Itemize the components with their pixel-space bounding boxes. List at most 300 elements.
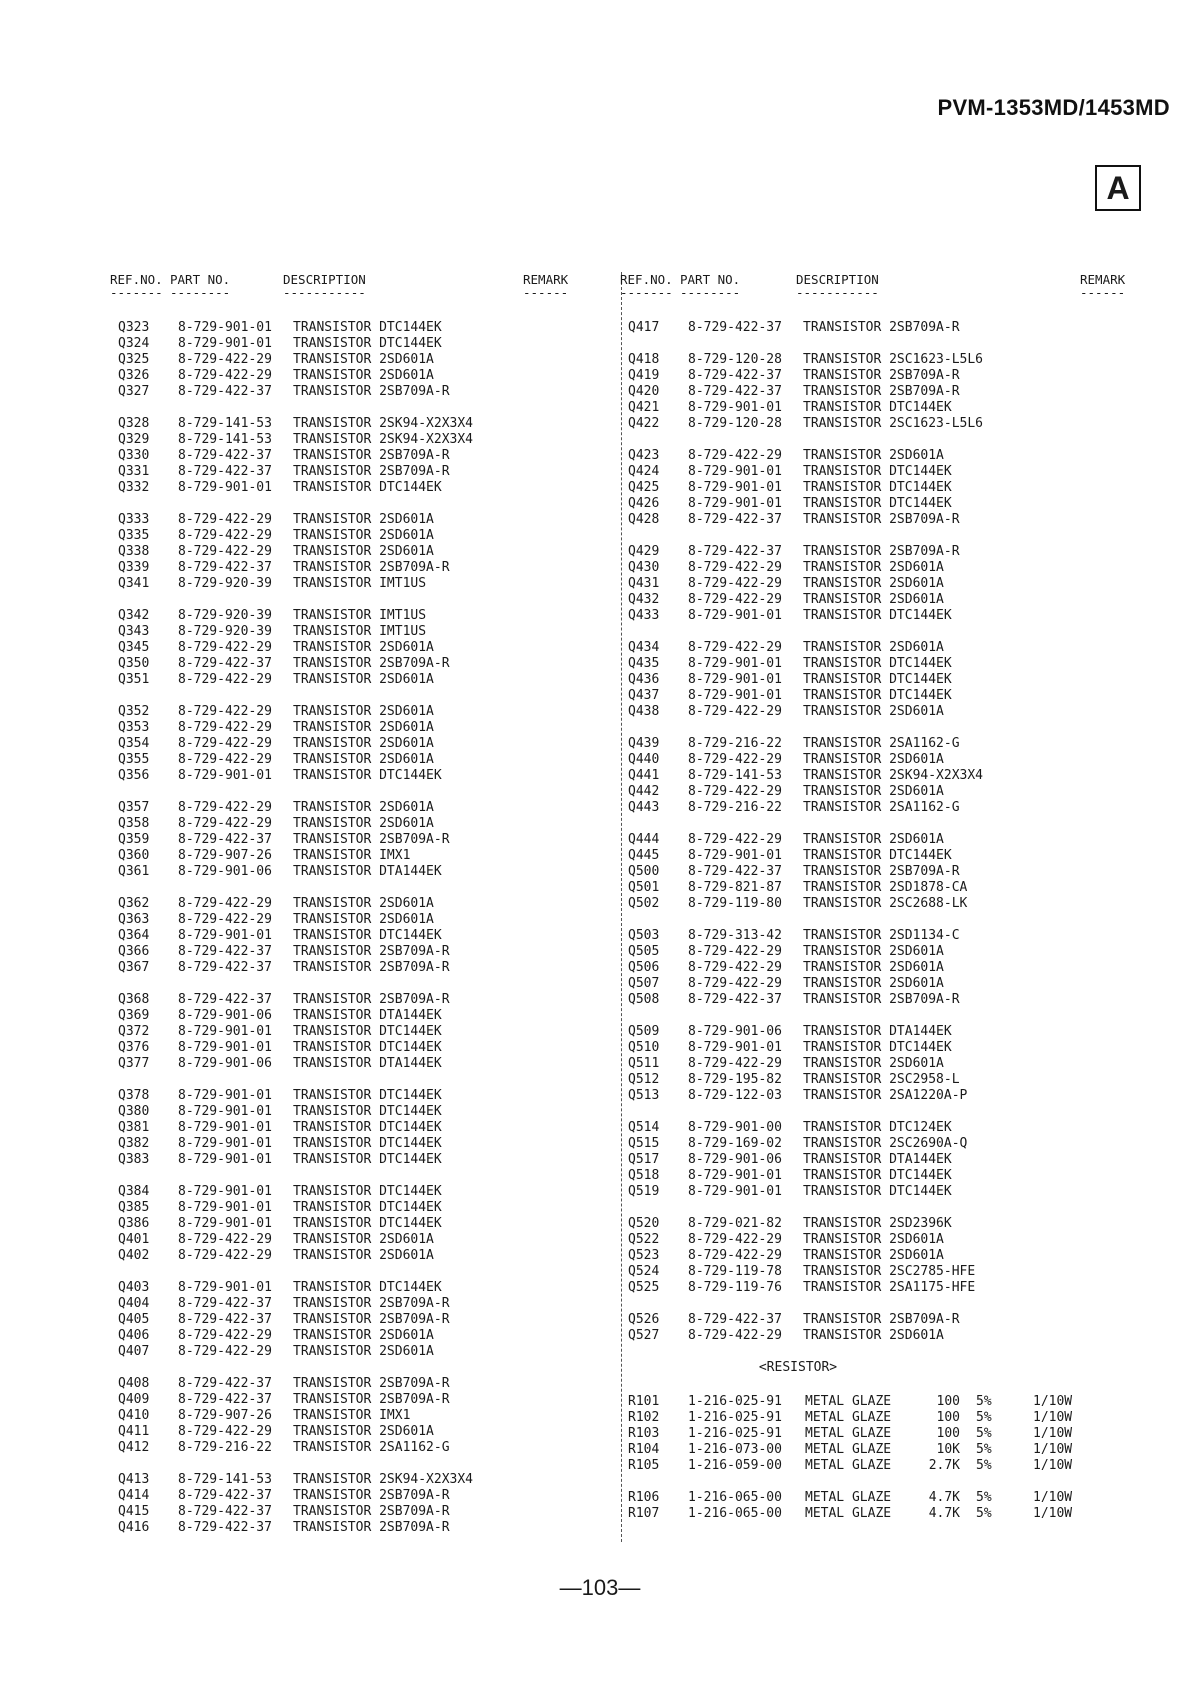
resistance-value: 100 xyxy=(936,1426,960,1441)
resistor-row xyxy=(628,1506,1148,1522)
part-row xyxy=(628,848,1148,864)
part-row xyxy=(628,736,1148,752)
right-parts-column xyxy=(620,272,1148,1538)
part-no: 8-729-216-22 xyxy=(178,1440,272,1455)
ref-no: Q513 xyxy=(628,1088,660,1103)
part-row xyxy=(118,624,618,640)
ref-no: Q403 xyxy=(118,1280,150,1295)
description: TRANSISTOR 2SD1878-CA xyxy=(803,880,968,895)
part-row xyxy=(628,640,1148,656)
ref-no: Q500 xyxy=(628,864,660,879)
ref-no: Q509 xyxy=(628,1024,660,1039)
part-row xyxy=(628,1216,1148,1232)
part-no: 8-729-422-29 xyxy=(688,976,782,991)
description: METAL GLAZE xyxy=(805,1442,892,1457)
part-group xyxy=(118,512,618,592)
ref-no: R103 xyxy=(628,1426,660,1441)
part-group xyxy=(628,832,1148,912)
part-row xyxy=(628,544,1148,560)
ref-no: Q425 xyxy=(628,480,660,495)
part-row xyxy=(118,1376,618,1392)
part-no: 8-729-907-26 xyxy=(178,848,272,863)
ref-no: Q385 xyxy=(118,1200,150,1215)
description-heading: DESCRIPTION xyxy=(283,272,366,287)
ref-no: Q359 xyxy=(118,832,150,847)
part-row xyxy=(118,416,618,432)
ref-no: Q432 xyxy=(628,592,660,607)
tolerance: 5% xyxy=(976,1426,992,1441)
ref-no: Q328 xyxy=(118,416,150,431)
description: TRANSISTOR 2SA1220A-P xyxy=(803,1088,968,1103)
description: TRANSISTOR 2SK94-X2X3X4 xyxy=(803,768,984,783)
part-no: 8-729-901-01 xyxy=(178,336,272,351)
part-row xyxy=(118,832,618,848)
ref-no: Q341 xyxy=(118,576,150,591)
part-no: 8-729-422-29 xyxy=(688,784,782,799)
ref-no: Q443 xyxy=(628,800,660,815)
description: TRANSISTOR 2SD601A xyxy=(803,592,944,607)
part-group xyxy=(118,1184,618,1264)
part-row xyxy=(628,352,1148,368)
part-row xyxy=(628,416,1148,432)
header-underline: ------ xyxy=(1080,285,1126,300)
ref-no: Q514 xyxy=(628,1120,660,1135)
ref-no: Q523 xyxy=(628,1248,660,1263)
part-no: 8-729-120-28 xyxy=(688,352,782,367)
description: TRANSISTOR DTC144EK xyxy=(803,1168,952,1183)
description: TRANSISTOR DTC144EK xyxy=(803,400,952,415)
part-no: 8-729-422-37 xyxy=(178,384,272,399)
part-no: 8-729-901-01 xyxy=(688,688,782,703)
part-row xyxy=(628,512,1148,528)
left-column-header xyxy=(110,272,618,300)
remark-heading: REMARK xyxy=(1080,272,1126,287)
ref-no: Q357 xyxy=(118,800,150,815)
part-group xyxy=(118,704,618,784)
description: TRANSISTOR 2SA1175-HFE xyxy=(803,1280,976,1295)
part-no: 8-729-422-29 xyxy=(688,640,782,655)
description: METAL GLAZE xyxy=(805,1410,892,1425)
description: TRANSISTOR 2SB709A-R xyxy=(803,512,960,527)
ref-no: R107 xyxy=(628,1506,660,1521)
description: TRANSISTOR DTC144EK xyxy=(293,320,442,335)
ref-no: Q363 xyxy=(118,912,150,927)
part-no: 8-729-119-76 xyxy=(688,1280,782,1295)
description: TRANSISTOR 2SD601A xyxy=(293,352,434,367)
description: TRANSISTOR 2SD601A xyxy=(803,1248,944,1263)
ref-no: Q503 xyxy=(628,928,660,943)
part-row xyxy=(118,752,618,768)
resistor-row xyxy=(628,1458,1148,1474)
part-no: 8-729-901-00 xyxy=(688,1120,782,1135)
part-row xyxy=(118,704,618,720)
ref-no: Q505 xyxy=(628,944,660,959)
ref-no: Q414 xyxy=(118,1488,150,1503)
part-group xyxy=(628,352,1148,432)
description: TRANSISTOR 2SD601A xyxy=(293,912,434,927)
part-row xyxy=(118,608,618,624)
ref-no: Q426 xyxy=(628,496,660,511)
part-row xyxy=(628,864,1148,880)
part-no: 8-729-195-82 xyxy=(688,1072,782,1087)
ref-no: Q421 xyxy=(628,400,660,415)
description: TRANSISTOR DTC144EK xyxy=(803,480,952,495)
description: TRANSISTOR DTC144EK xyxy=(803,656,952,671)
resistor-row xyxy=(628,1394,1148,1410)
part-row xyxy=(628,1056,1148,1072)
part-no: 8-729-422-29 xyxy=(178,512,272,527)
part-no: 8-729-422-29 xyxy=(178,368,272,383)
description: TRANSISTOR 2SB709A-R xyxy=(803,320,960,335)
ref-no: Q330 xyxy=(118,448,150,463)
part-row xyxy=(118,944,618,960)
ref-no: Q429 xyxy=(628,544,660,559)
part-no: 8-729-901-01 xyxy=(178,1200,272,1215)
part-row xyxy=(118,432,618,448)
part-no: 8-729-422-37 xyxy=(178,1488,272,1503)
description: TRANSISTOR DTC124EK xyxy=(803,1120,952,1135)
description: TRANSISTOR DTC144EK xyxy=(293,336,442,351)
description: TRANSISTOR DTA144EK xyxy=(803,1152,952,1167)
description: TRANSISTOR 2SD601A xyxy=(803,752,944,767)
ref-no: Q526 xyxy=(628,1312,660,1327)
ref-no: Q511 xyxy=(628,1056,660,1071)
part-no: 8-729-216-22 xyxy=(688,736,782,751)
part-row xyxy=(118,464,618,480)
part-no: 8-729-422-29 xyxy=(688,592,782,607)
part-no: 8-729-901-01 xyxy=(178,1040,272,1055)
description: TRANSISTOR 2SD601A xyxy=(803,832,944,847)
part-row xyxy=(118,672,618,688)
description: TRANSISTOR 2SB709A-R xyxy=(803,384,960,399)
part-group xyxy=(628,544,1148,624)
ref-no: Q417 xyxy=(628,320,660,335)
ref-no: Q402 xyxy=(118,1248,150,1263)
description: TRANSISTOR DTC144EK xyxy=(803,608,952,623)
part-group xyxy=(118,320,618,400)
ref-no: Q331 xyxy=(118,464,150,479)
part-row xyxy=(628,608,1148,624)
description: TRANSISTOR 2SD601A xyxy=(293,368,434,383)
part-no: 8-729-120-28 xyxy=(688,416,782,431)
part-row xyxy=(118,1104,618,1120)
description: TRANSISTOR DTC144EK xyxy=(293,1200,442,1215)
part-no: 8-729-141-53 xyxy=(178,416,272,431)
description: TRANSISTOR 2SD601A xyxy=(803,704,944,719)
part-row xyxy=(628,1040,1148,1056)
ref-no: Q508 xyxy=(628,992,660,1007)
ref-no: Q501 xyxy=(628,880,660,895)
part-row xyxy=(118,1520,618,1536)
ref-no: Q345 xyxy=(118,640,150,655)
description: TRANSISTOR 2SB709A-R xyxy=(293,1296,450,1311)
part-row xyxy=(628,464,1148,480)
ref-no: Q520 xyxy=(628,1216,660,1231)
part-no: 8-729-422-29 xyxy=(178,640,272,655)
part-no: 8-729-422-29 xyxy=(178,672,272,687)
ref-no: Q437 xyxy=(628,688,660,703)
part-no: 8-729-422-29 xyxy=(178,816,272,831)
part-row xyxy=(118,384,618,400)
part-row xyxy=(118,528,618,544)
description: TRANSISTOR DTC144EK xyxy=(293,1040,442,1055)
part-no: 8-729-422-29 xyxy=(178,704,272,719)
part-no: 8-729-021-82 xyxy=(688,1216,782,1231)
part-no: 8-729-901-01 xyxy=(178,1152,272,1167)
part-row xyxy=(628,960,1148,976)
description: TRANSISTOR 2SB709A-R xyxy=(293,1504,450,1519)
ref-no: Q519 xyxy=(628,1184,660,1199)
part-no: 8-729-422-29 xyxy=(178,1232,272,1247)
ref-no: Q411 xyxy=(118,1424,150,1439)
part-no: 8-729-422-29 xyxy=(688,1056,782,1071)
description: TRANSISTOR 2SD601A xyxy=(293,736,434,751)
description: TRANSISTOR DTC144EK xyxy=(803,496,952,511)
ref-no: Q333 xyxy=(118,512,150,527)
ref-no: Q382 xyxy=(118,1136,150,1151)
description: TRANSISTOR IMX1 xyxy=(293,848,411,863)
ref-no: Q326 xyxy=(118,368,150,383)
description: TRANSISTOR DTC144EK xyxy=(803,672,952,687)
description: TRANSISTOR 2SA1162-G xyxy=(803,736,960,751)
ref-no: Q342 xyxy=(118,608,150,623)
part-no: 8-729-422-37 xyxy=(178,992,272,1007)
ref-no: Q406 xyxy=(118,1328,150,1343)
part-no: 8-729-422-37 xyxy=(688,544,782,559)
ref-no: Q377 xyxy=(118,1056,150,1071)
left-parts-list xyxy=(118,320,618,1536)
part-row xyxy=(118,1152,618,1168)
description: TRANSISTOR 2SB709A-R xyxy=(803,864,960,879)
part-group xyxy=(118,1472,618,1536)
description: TRANSISTOR 2SC2785-HFE xyxy=(803,1264,976,1279)
ref-no: Q383 xyxy=(118,1152,150,1167)
part-no: 8-729-119-80 xyxy=(688,896,782,911)
part-row xyxy=(628,688,1148,704)
part-row xyxy=(628,448,1148,464)
part-no: 8-729-422-29 xyxy=(688,1248,782,1263)
model-title: PVM-1353MD/1453MD xyxy=(937,95,1170,120)
part-no: 8-729-901-01 xyxy=(688,1040,782,1055)
ref-no: Q356 xyxy=(118,768,150,783)
part-no: 8-729-920-39 xyxy=(178,608,272,623)
left-parts-column xyxy=(110,272,618,1552)
part-group xyxy=(628,1216,1148,1296)
description: TRANSISTOR 2SB709A-R xyxy=(293,832,450,847)
part-no: 8-729-422-29 xyxy=(178,352,272,367)
description: TRANSISTOR 2SB709A-R xyxy=(803,1312,960,1327)
part-row xyxy=(628,592,1148,608)
ref-no: Q441 xyxy=(628,768,660,783)
part-no: 8-729-422-37 xyxy=(178,464,272,479)
part-no: 8-729-821-87 xyxy=(688,880,782,895)
part-no: 8-729-422-37 xyxy=(178,944,272,959)
part-no: 8-729-901-01 xyxy=(178,1184,272,1199)
description: TRANSISTOR 2SA1162-G xyxy=(293,1440,450,1455)
part-no: 8-729-122-03 xyxy=(688,1088,782,1103)
description: TRANSISTOR 2SC1623-L5L6 xyxy=(803,352,984,367)
description: TRANSISTOR 2SC2688-LK xyxy=(803,896,968,911)
part-row xyxy=(628,480,1148,496)
ref-no: Q376 xyxy=(118,1040,150,1055)
description: TRANSISTOR 2SD601A xyxy=(803,560,944,575)
part-row xyxy=(118,1280,618,1296)
ref-no: R105 xyxy=(628,1458,660,1473)
part-no: 8-729-169-02 xyxy=(688,1136,782,1151)
part-row xyxy=(118,1296,618,1312)
description: TRANSISTOR 2SB709A-R xyxy=(293,1520,450,1535)
part-no: 8-729-901-01 xyxy=(178,320,272,335)
part-no: 8-729-901-01 xyxy=(688,496,782,511)
description: TRANSISTOR DTC144EK xyxy=(803,1040,952,1055)
description: TRANSISTOR 2SB709A-R xyxy=(293,656,450,671)
description: TRANSISTOR IMT1US xyxy=(293,576,427,591)
part-row xyxy=(118,656,618,672)
part-no: 8-729-901-01 xyxy=(688,656,782,671)
wattage: 1/10W xyxy=(1033,1458,1073,1473)
part-no: 8-729-422-29 xyxy=(178,720,272,735)
description: TRANSISTOR DTC144EK xyxy=(803,1184,952,1199)
part-row xyxy=(118,1424,618,1440)
part-row xyxy=(118,928,618,944)
part-no: 8-729-422-37 xyxy=(688,368,782,383)
part-row xyxy=(628,704,1148,720)
description: TRANSISTOR 2SD1134-C xyxy=(803,928,960,943)
description: METAL GLAZE xyxy=(805,1426,892,1441)
ref-no: Q412 xyxy=(118,1440,150,1455)
resistance-value: 100 xyxy=(936,1410,960,1425)
description: TRANSISTOR 2SB709A-R xyxy=(293,464,450,479)
description: TRANSISTOR 2SB709A-R xyxy=(293,384,450,399)
ref-no: R106 xyxy=(628,1490,660,1505)
resistor-row xyxy=(628,1426,1148,1442)
part-row xyxy=(118,1504,618,1520)
part-group xyxy=(628,736,1148,816)
part-row xyxy=(118,480,618,496)
ref-no: Q361 xyxy=(118,864,150,879)
part-no: 8-729-422-29 xyxy=(688,752,782,767)
part-no: 8-729-422-37 xyxy=(178,1312,272,1327)
description: METAL GLAZE xyxy=(805,1506,892,1521)
ref-no: Q360 xyxy=(118,848,150,863)
part-no: 8-729-141-53 xyxy=(178,432,272,447)
part-group xyxy=(118,896,618,976)
part-row xyxy=(118,320,618,336)
part-no: 8-729-901-01 xyxy=(178,1088,272,1103)
ref-no: Q343 xyxy=(118,624,150,639)
remark-heading: REMARK xyxy=(523,272,569,287)
part-no: 8-729-901-01 xyxy=(178,480,272,495)
part-row xyxy=(628,1168,1148,1184)
part-no: 8-729-422-37 xyxy=(178,656,272,671)
ref-no: Q404 xyxy=(118,1296,150,1311)
description: TRANSISTOR 2SD601A xyxy=(293,1328,434,1343)
ref-no: Q444 xyxy=(628,832,660,847)
ref-no: Q384 xyxy=(118,1184,150,1199)
ref-no: Q380 xyxy=(118,1104,150,1119)
part-row xyxy=(628,1232,1148,1248)
description: TRANSISTOR DTA144EK xyxy=(293,864,442,879)
ref-no: R104 xyxy=(628,1442,660,1457)
description: METAL GLAZE xyxy=(805,1490,892,1505)
ref-no-heading: REF.NO. xyxy=(110,272,163,287)
part-group xyxy=(628,928,1148,1008)
part-no: 8-729-901-01 xyxy=(178,768,272,783)
part-row xyxy=(628,928,1148,944)
part-row xyxy=(628,656,1148,672)
resistor-section-title: <RESISTOR> xyxy=(758,1360,838,1375)
description: TRANSISTOR DTC144EK xyxy=(293,1280,442,1295)
description: TRANSISTOR DTC144EK xyxy=(293,928,442,943)
part-group xyxy=(628,448,1148,528)
part-no: 8-729-901-01 xyxy=(178,928,272,943)
ref-no: Q436 xyxy=(628,672,660,687)
part-no: 8-729-422-29 xyxy=(178,1328,272,1343)
part-row xyxy=(628,560,1148,576)
ref-no: Q366 xyxy=(118,944,150,959)
part-row xyxy=(118,736,618,752)
ref-no: Q408 xyxy=(118,1376,150,1391)
description: TRANSISTOR DTC144EK xyxy=(293,480,442,495)
ref-no: Q324 xyxy=(118,336,150,351)
ref-no: Q358 xyxy=(118,816,150,831)
ref-no: Q445 xyxy=(628,848,660,863)
part-no: 8-729-920-39 xyxy=(178,624,272,639)
resistor-row xyxy=(628,1410,1148,1426)
description: TRANSISTOR DTC144EK xyxy=(293,1216,442,1231)
ref-no: Q323 xyxy=(118,320,150,335)
ref-no: Q420 xyxy=(628,384,660,399)
header-underline: -------- xyxy=(170,285,231,300)
ref-no: Q332 xyxy=(118,480,150,495)
wattage: 1/10W xyxy=(1033,1442,1073,1457)
part-row xyxy=(118,864,618,880)
part-no: 8-729-901-01 xyxy=(688,464,782,479)
resistance-value: 100 xyxy=(936,1394,960,1409)
tolerance: 5% xyxy=(976,1490,992,1505)
part-row xyxy=(628,672,1148,688)
part-no: 8-729-422-29 xyxy=(178,800,272,815)
part-row xyxy=(628,1184,1148,1200)
resistor-row xyxy=(628,1490,1148,1506)
part-row xyxy=(628,1280,1148,1296)
ref-no: Q386 xyxy=(118,1216,150,1231)
description: TRANSISTOR 2SB709A-R xyxy=(293,1488,450,1503)
description: TRANSISTOR 2SB709A-R xyxy=(803,992,960,1007)
description: TRANSISTOR 2SC2958-L xyxy=(803,1072,960,1087)
description: TRANSISTOR 2SK94-X2X3X4 xyxy=(293,416,474,431)
part-row xyxy=(118,1040,618,1056)
ref-no: Q424 xyxy=(628,464,660,479)
part-row xyxy=(118,848,618,864)
tolerance: 5% xyxy=(976,1410,992,1425)
description: METAL GLAZE xyxy=(805,1458,892,1473)
wattage: 1/10W xyxy=(1033,1426,1073,1441)
ref-no: Q325 xyxy=(118,352,150,367)
part-row xyxy=(118,1088,618,1104)
part-row xyxy=(628,400,1148,416)
part-no: 8-729-422-29 xyxy=(178,736,272,751)
part-no: 8-729-901-06 xyxy=(688,1024,782,1039)
part-no: 1-216-073-00 xyxy=(688,1442,782,1457)
part-group xyxy=(118,800,618,880)
description: TRANSISTOR 2SD601A xyxy=(803,576,944,591)
part-group xyxy=(628,1312,1148,1344)
part-no: 8-729-901-01 xyxy=(688,848,782,863)
part-row xyxy=(118,576,618,592)
part-row xyxy=(628,368,1148,384)
description: TRANSISTOR 2SD601A xyxy=(293,800,434,815)
